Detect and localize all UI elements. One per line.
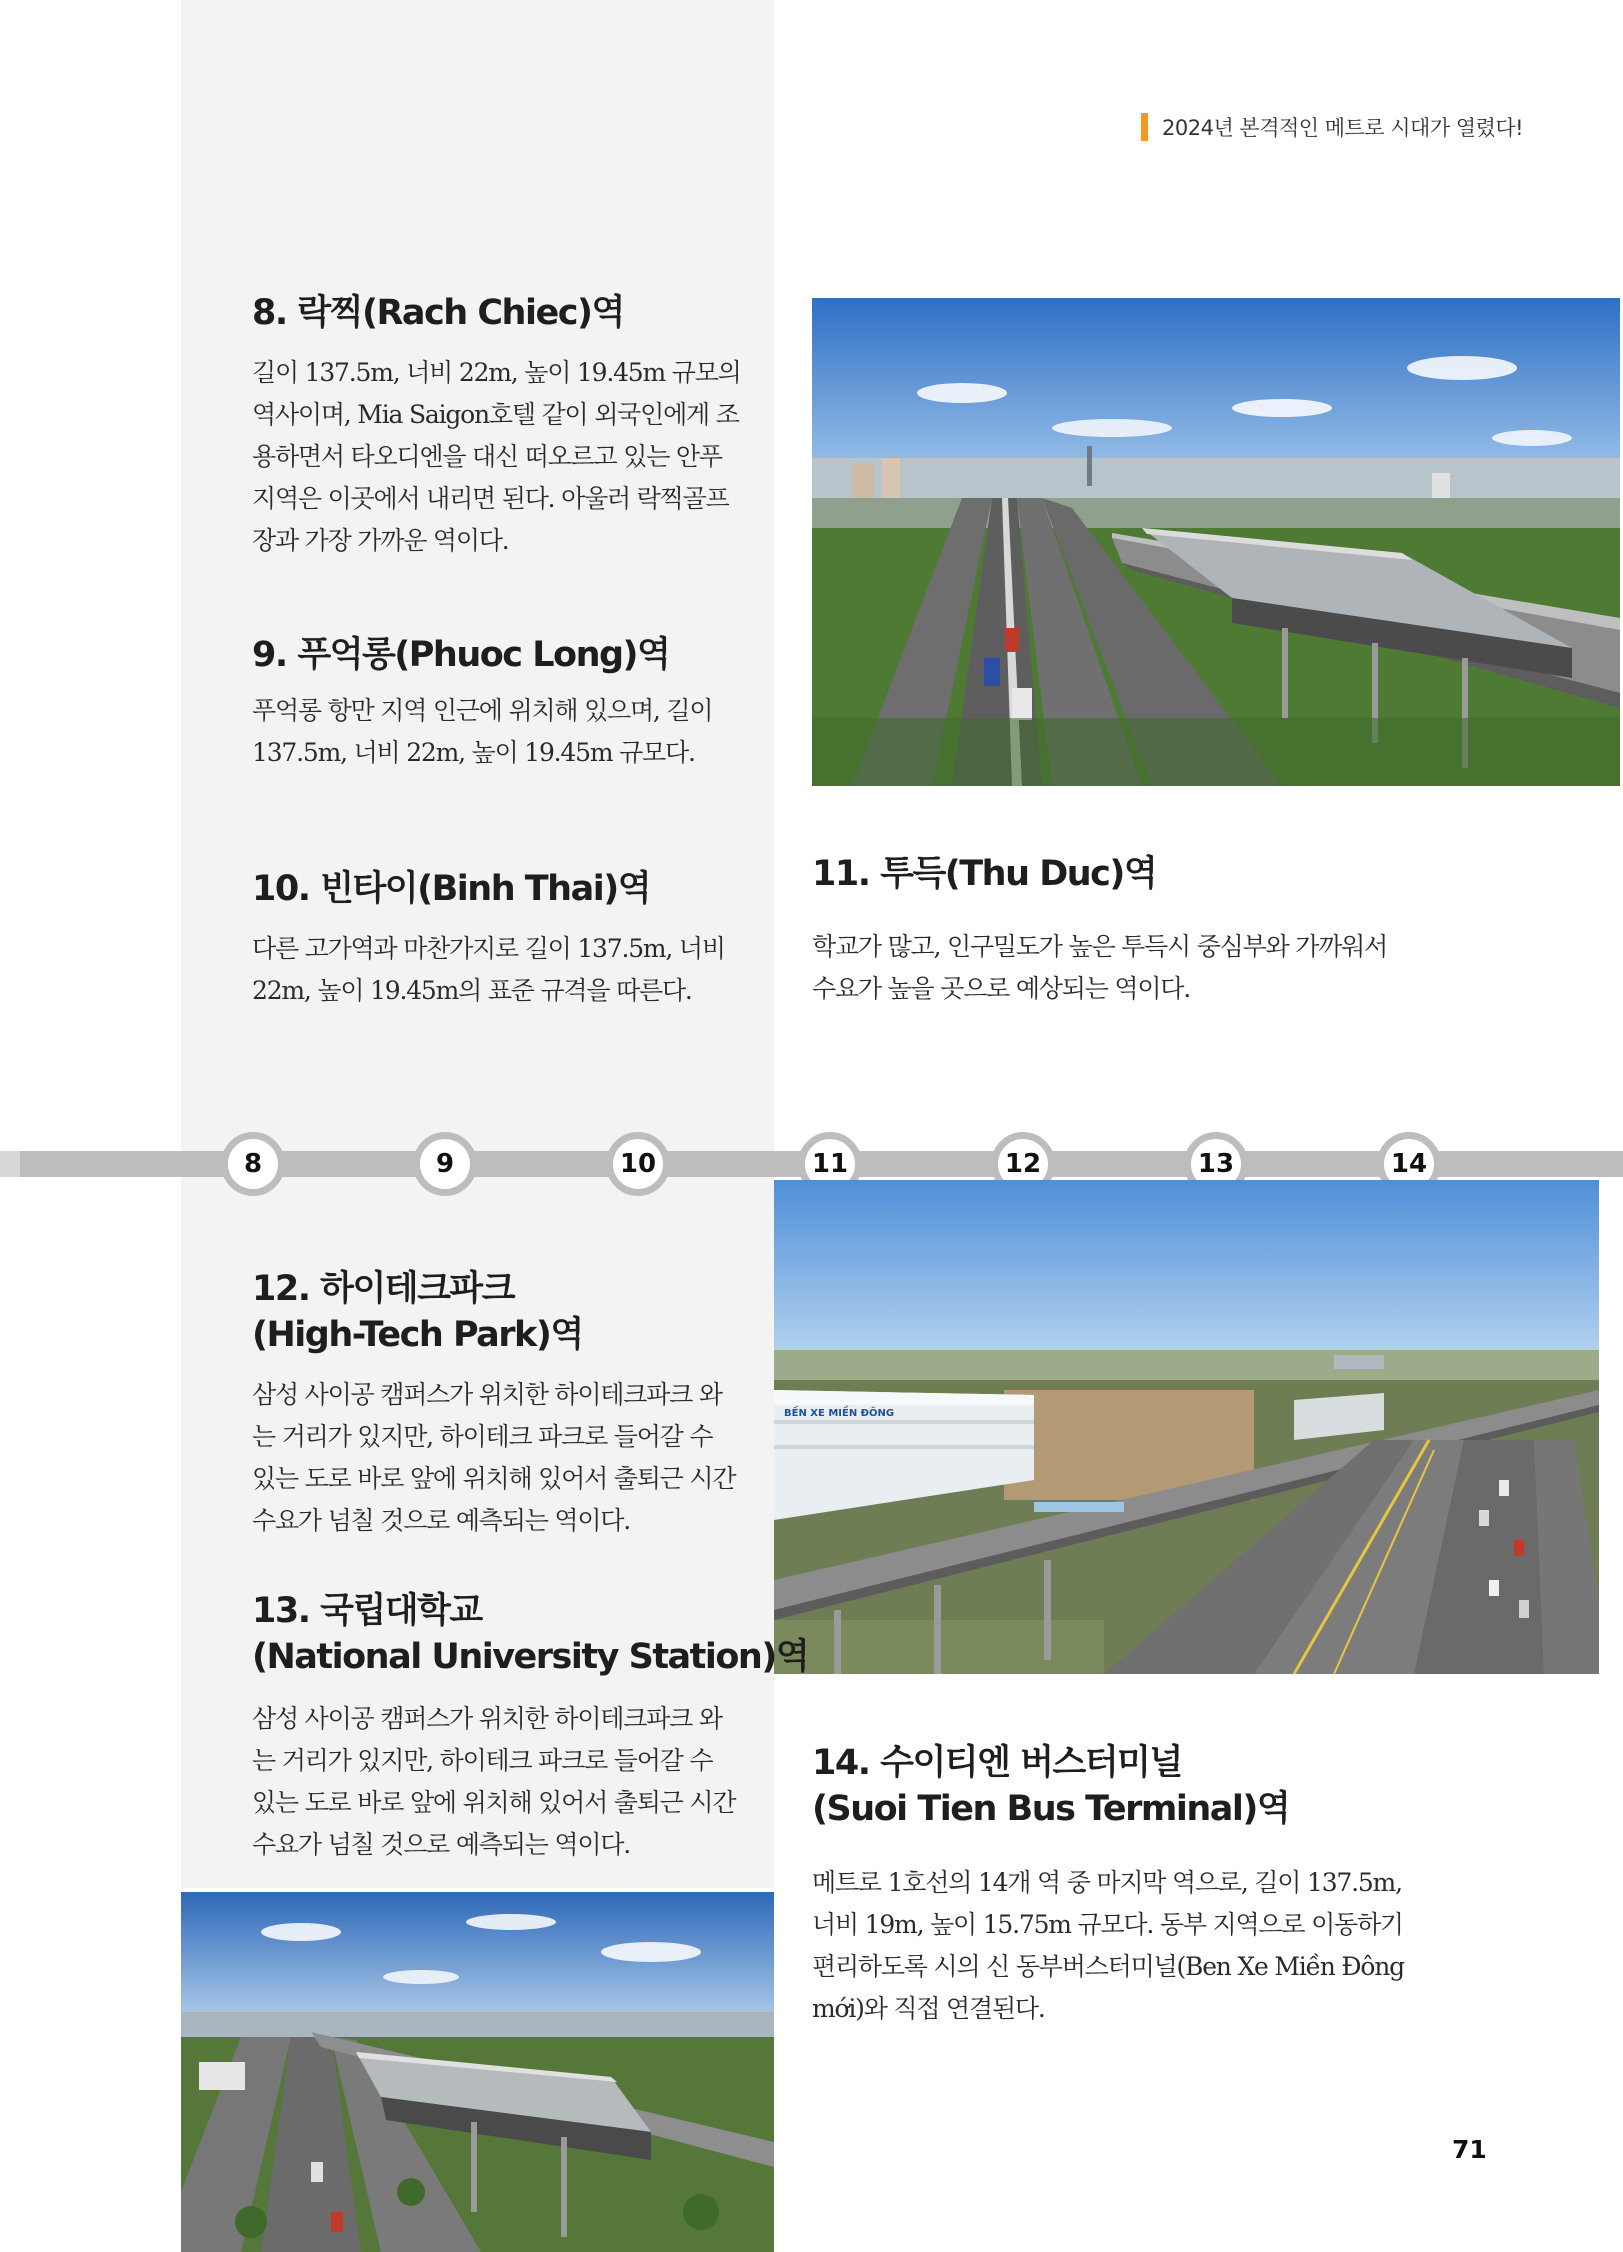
running-title: 2024년 본격적인 메트로 시대가 열렸다! [1162,116,1524,140]
station-13-title-line2: (National University Station)역 [252,1637,809,1677]
station-8-text: 길이 137.5m, 너비 22m, 높이 19.45m 규모의 역사이며, Mia Saigon호텔 같이 외국인에게 조 용하면서 타오디엔을 대신 떠오르고 있는 안푸 지역은 이곳에서 내리면 된다. 아울러 락찍골프 장과 가장 가까운 역이다. [252,358,741,555]
station-12-title-line2: (High-Tech Park)역 [252,1315,583,1355]
page-number: 71 [1452,2135,1487,2164]
stop-14: 14 [1377,1132,1441,1196]
station-13-title [252,1588,808,1680]
metro-line-start-cap [0,1151,20,1177]
university-station-photo [181,1892,774,2252]
stop-10: 10 [606,1132,670,1196]
suoi-tien-terminal-photo [774,1180,1599,1674]
station-12-title [252,1266,583,1358]
station-14-text: 메트로 1호선의 14개 역 중 마지막 역으로, 길이 137.5m, 너비 19m, 높이 15.75m 규모다. 동부 지역으로 이동하기 편리하도록 시의 신 동부버스터미널(Ben Xe Miền Đông mới)와 직접 연결된다. [812,1868,1404,2023]
station-12-text: 삼성 사이공 캠퍼스가 위치한 하이테크파크 와 는 거리가 있지만, 하이테크 파크로 들어갈 수 있는 도로 바로 앞에 위치해 있어서 출퇴근 시간 수요가 넘칠 것으로 예측되는 역이다. [252,1380,736,1535]
rach-chiec-station-photo [812,298,1620,786]
station-9-title: 9. 푸억롱(Phuoc Long)역 [252,635,670,675]
station-10-title: 10. 빈타이(Binh Thai)역 [252,869,651,909]
stop-12: 12 [991,1132,1055,1196]
station-13-text: 삼성 사이공 캠퍼스가 위치한 하이테크파크 와 는 거리가 있지만, 하이테크 파크로 들어갈 수 있는 도로 바로 앞에 위치해 있어서 출퇴근 시간 수요가 넘칠 것으로 예측되는 역이다. [252,1704,736,1859]
stop-11: 11 [798,1132,862,1196]
stop-13: 13 [1184,1132,1248,1196]
station-14-title-line1: 14. 수이티엔 버스터미널 [812,1743,1182,1783]
station-12-title-line1: 12. 하이테크파크 [252,1269,515,1309]
bus-terminal-sign: BẾN XE MIỀN ĐÔNG [784,1408,895,1419]
station-14-title [812,1740,1289,1832]
stop-8: 8 [221,1132,285,1196]
station-14-title-line2: (Suoi Tien Bus Terminal)역 [812,1789,1290,1829]
station-13-title-line1: 13. 국립대학교 [252,1591,482,1631]
station-11-title: 11. 투득(Thu Duc)역 [812,854,1157,894]
station-9-text: 푸억롱 항만 지역 인근에 위치해 있으며, 길이 137.5m, 너비 22m, 높이 19.45m 규모다. [252,696,713,767]
station-11-text: 학교가 많고, 인구밀도가 높은 투득시 중심부와 가까워서 수요가 높을 곳으로 예상되는 역이다. [812,932,1388,1003]
header-accent-bar [1141,113,1148,141]
station-10-text: 다른 고가역과 마찬가지로 길이 137.5m, 너비 22m, 높이 19.45m의 표준 규격을 따른다. [252,934,725,1005]
running-header [1141,112,1523,142]
stop-9: 9 [413,1132,477,1196]
station-8-title: 8. 락찍(Rach Chiec)역 [252,293,624,333]
